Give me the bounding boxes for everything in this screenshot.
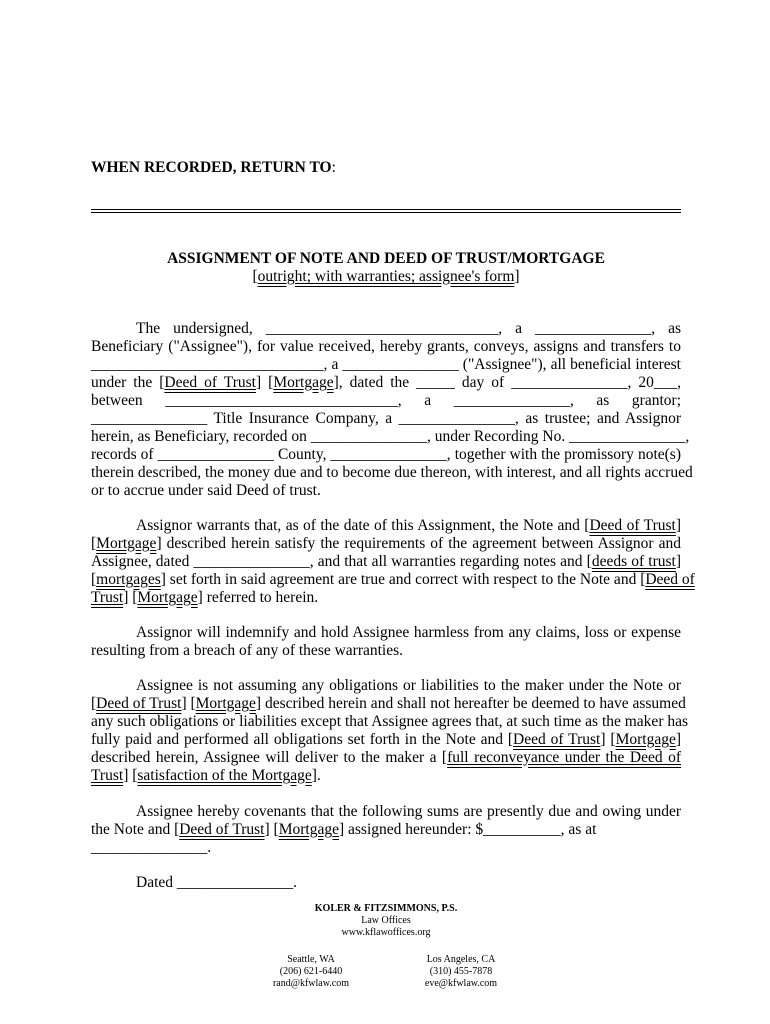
p2-trust: Trust bbox=[91, 589, 124, 606]
firm-offices bbox=[91, 954, 681, 990]
p2-line bbox=[91, 517, 681, 535]
p2-mortgage: Mortgage bbox=[96, 535, 157, 552]
p5-deed-of-trust: Deed of Trust bbox=[179, 821, 265, 838]
p1-text: ] [ bbox=[255, 374, 274, 391]
p1-mortgage: Mortgage bbox=[273, 374, 334, 391]
p5-line bbox=[91, 821, 681, 839]
p4-mortgage: Mortgage bbox=[195, 695, 256, 712]
p1-line: Beneficiary ("Assignee"), for value received, hereby grants, conveys, assigns and transfers to bbox=[91, 338, 681, 355]
p1-line: records of _______________ County, _______________, together with the promissory note(s) bbox=[91, 446, 681, 463]
p2-text: ] referred to herein. bbox=[197, 589, 319, 606]
document-title: ASSIGNMENT OF NOTE AND DEED OF TRUST/MORTGAGE bbox=[167, 250, 605, 267]
dated-text: Dated _______________. bbox=[136, 874, 298, 891]
p4-text: [ bbox=[91, 695, 97, 712]
p1-line: between ______________________________, a _______________, as grantor; bbox=[91, 392, 681, 409]
p2-text: [ bbox=[91, 535, 97, 552]
p1-line: herein, as Beneficiary, recorded on _______________, under Recording No. _______________, bbox=[91, 428, 690, 445]
p4-line bbox=[91, 749, 681, 767]
p2-text: ] described herein satisfy the requirements of the agreement between Assignor and bbox=[156, 535, 681, 552]
p4-line: any such obligations or liabilities except that Assignee agrees that, at such time as the maker has bbox=[91, 713, 689, 730]
p5-line: Assignee hereby covenants that the following sums are presently due and owing under bbox=[136, 803, 681, 820]
paragraph-obligations bbox=[91, 677, 689, 785]
p2-mortgage: Mortgage bbox=[137, 589, 198, 606]
paragraph-warranties bbox=[91, 517, 695, 607]
law-offices-label: Law Offices bbox=[361, 915, 411, 926]
p4-text: ] [ bbox=[600, 731, 616, 748]
p1-line: The undersigned, ______________________________, a _______________, as bbox=[136, 320, 681, 337]
p4-text: ] bbox=[675, 731, 682, 748]
office-email: rand@kfwlaw.com bbox=[272, 978, 350, 989]
p2-mortgages: mortgages bbox=[96, 571, 161, 588]
p2-deeds-of-trust: deeds of trust bbox=[591, 553, 676, 570]
p4-text: ] described herein and shall not hereafter be deemed to have assumed bbox=[255, 695, 686, 712]
p4-trust: Trust bbox=[91, 767, 124, 784]
office-los-angeles bbox=[416, 954, 506, 990]
p4-text: ] [ bbox=[123, 767, 138, 784]
p4-line bbox=[91, 767, 681, 785]
p5-text: ] assigned hereunder: $__________, as at bbox=[338, 821, 597, 838]
document-subtitle bbox=[91, 268, 681, 286]
p2-text: [ bbox=[91, 571, 97, 588]
subtitle-bracket-open: [ bbox=[252, 268, 258, 285]
p3-line: resulting from a breach of any of these warranties. bbox=[91, 642, 404, 659]
office-phone: (206) 621-6440 bbox=[279, 966, 343, 977]
p2-text: ] bbox=[675, 553, 682, 570]
p2-line bbox=[91, 589, 681, 607]
return-to-rule-bottom bbox=[91, 212, 681, 213]
office-seattle bbox=[266, 954, 356, 990]
dated-line bbox=[91, 874, 681, 892]
p1-text: ], dated the _____ day of _______________, 20___, bbox=[333, 374, 681, 391]
p5-text: the Note and [ bbox=[91, 821, 180, 838]
office-city: Los Angeles, CA bbox=[426, 954, 496, 965]
p4-deed-of-trust: Deed of Trust bbox=[513, 731, 601, 748]
p2-text: ] bbox=[675, 517, 681, 534]
paragraph-assignment bbox=[91, 320, 693, 500]
subtitle-text: outright; with warranties; assignee's form bbox=[257, 268, 515, 285]
p1-deed-of-trust: Deed of Trust bbox=[164, 374, 256, 391]
firm-website: www.kflawoffices.org bbox=[341, 927, 431, 938]
p3-line: Assignor will indemnify and hold Assignee harmless from any claims, loss or expense bbox=[136, 624, 681, 641]
paragraph-indemnify bbox=[91, 624, 681, 660]
p4-satisfaction-of-mortgage: satisfaction of the Mortgage bbox=[137, 767, 312, 784]
p1-line: therein described, the money due and to become due thereon, with interest, and all rights accrued bbox=[91, 464, 693, 481]
p2-deed-of: Deed of bbox=[645, 571, 695, 588]
p4-text: ] [ bbox=[181, 695, 196, 712]
p2-deed-of-trust: Deed of Trust bbox=[589, 517, 676, 534]
p1-text: under the [ bbox=[91, 374, 165, 391]
return-to-label: WHEN RECORDED, RETURN TO bbox=[91, 159, 332, 176]
p1-line: ______________________________, a _______________ ("Assignee"), all beneficial interest bbox=[91, 356, 681, 373]
p1-line: or to accrue under said Deed of trust. bbox=[91, 482, 321, 499]
p2-text: ] [ bbox=[123, 589, 138, 606]
p5-text: ] [ bbox=[264, 821, 279, 838]
p5-line: _______________. bbox=[91, 839, 212, 856]
office-city: Seattle, WA bbox=[287, 954, 335, 965]
return-to-heading bbox=[91, 159, 336, 177]
firm-name: KOLER & FITZSIMMONS, P.S. bbox=[314, 903, 458, 914]
paragraph-covenants bbox=[91, 803, 681, 857]
office-phone: (310) 455-7878 bbox=[429, 966, 493, 977]
p4-mortgage: Mortgage bbox=[615, 731, 676, 748]
p2-line bbox=[91, 571, 695, 589]
p4-line: Assignee is not assuming any obligations or liabilities to the maker under the Note or bbox=[136, 677, 681, 694]
p2-line bbox=[91, 535, 681, 553]
p4-line bbox=[91, 731, 681, 749]
p4-text: fully paid and performed all obligations set forth in the Note and [ bbox=[91, 731, 514, 748]
p1-line bbox=[91, 374, 681, 392]
p4-full-reconveyance: full reconveyance under the Deed of bbox=[447, 749, 681, 766]
subtitle-bracket-close: ] bbox=[514, 268, 520, 285]
p2-text: Assignor warrants that, as of the date of this Assignment, the Note and [ bbox=[136, 517, 590, 534]
p5-mortgage: Mortgage bbox=[278, 821, 339, 838]
p4-text: described herein, Assignee will deliver to the maker a [ bbox=[91, 749, 448, 766]
p2-line bbox=[91, 553, 681, 571]
p4-deed-of-trust: Deed of Trust bbox=[96, 695, 182, 712]
p2-text: ] set forth in said agreement are true and correct with respect to the Note and [ bbox=[160, 571, 646, 588]
return-to-colon: : bbox=[331, 159, 336, 176]
p2-text: Assignee, dated _______________, and that all warranties regarding notes and [ bbox=[91, 553, 592, 570]
p4-line bbox=[91, 695, 686, 713]
office-email: eve@kfwlaw.com bbox=[424, 978, 498, 989]
p1-line: _______________ Title Insurance Company, a _______________, as trustee; and Assignor bbox=[91, 410, 681, 427]
law-firm-footer bbox=[91, 903, 681, 939]
p4-text: ]. bbox=[311, 767, 321, 784]
return-to-rule-top bbox=[91, 209, 681, 210]
